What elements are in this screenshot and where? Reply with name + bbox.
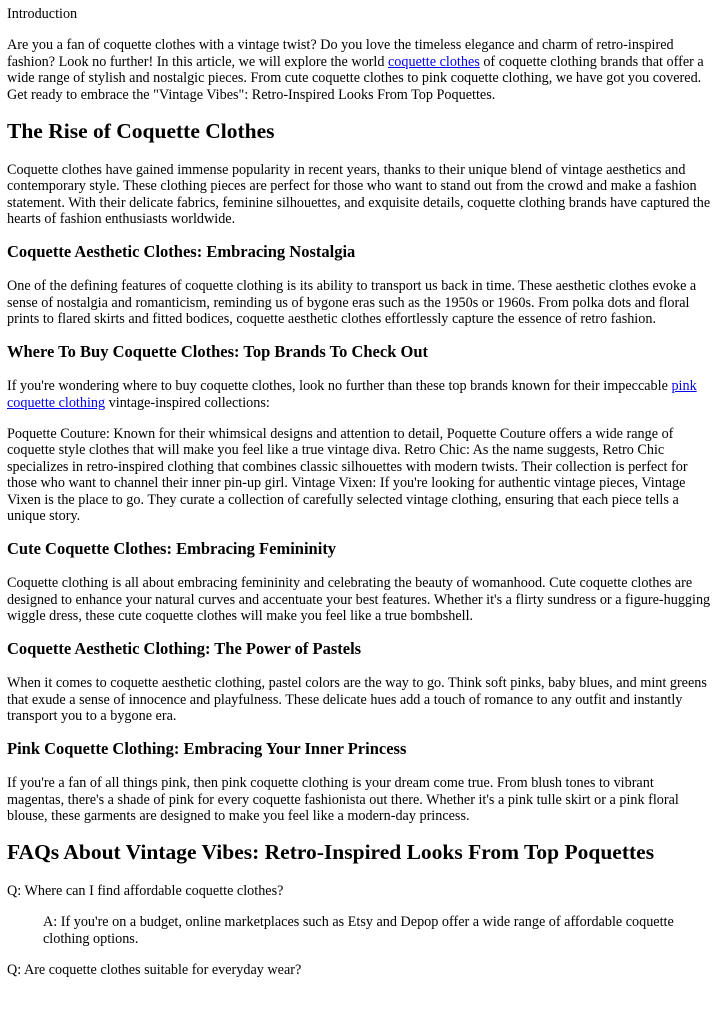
coquette-clothes-link[interactable]: coquette clothes xyxy=(387,53,480,70)
intro-paragraph xyxy=(7,37,713,103)
intro-text-before: Are you a fan of coquette clothes with a vintage twist? Do you love the timeless elegance and charm of retro-inspired fashion? Look no further! In this article, we will explore the world xyxy=(7,37,674,70)
pastels-paragraph: When it comes to coquette aesthetic clothing, pastel colors are the way to go. Think soft pinks, baby blues, and mint greens that exude a sense of innocence and playfulness. These delicate hues add a touch of romance to any outfit and instantly transport you to a bygone era. xyxy=(7,675,707,724)
where-text-before: If you're wondering where to buy coquette clothes, look no further than these top brands known for their impeccable xyxy=(7,378,672,394)
where-heading: Where To Buy Coquette Clothes: Top Brands To Check Out xyxy=(7,342,428,361)
faq-question-1: Q: Where can I find affordable coquette clothes? xyxy=(7,883,284,899)
rise-paragraph: Coquette clothes have gained immense popularity in recent years, thanks to their unique blend of vintage aesthetics and contemporary style. These clothing pieces are perfect for those who want to stand out from the crowd and make a fashion statement. With their delicate fabrics, feminine silhouettes, and exquisite details, coquette clothing brands have captured the hearts of fashion enthusiasts worldwide. xyxy=(7,161,711,227)
where-paragraph xyxy=(7,378,713,411)
rise-heading: The Rise of Coquette Clothes xyxy=(7,118,275,143)
pastels-heading: Coquette Aesthetic Clothing: The Power of Pastels xyxy=(7,639,362,658)
intro-text-after: of coquette clothing brands that offer a wide range of stylish and nostalgic pieces. From cute coquette clothes to pink coquette clothing, we have got you covered. Get ready to embrace the "Vintage Vibes": Retro-Inspired Looks From Top Poquettes. xyxy=(7,53,704,103)
pink-coquette-clothing-link[interactable]: pink coquette clothing xyxy=(7,378,697,411)
where-text-after: vintage-inspired collections: xyxy=(105,394,270,411)
pink-heading: Pink Coquette Clothing: Embracing Your Inner Princess xyxy=(7,739,407,758)
intro-label: Introduction xyxy=(7,6,78,22)
article xyxy=(0,6,720,978)
cute-heading: Cute Coquette Clothes: Embracing Femininity xyxy=(7,539,337,558)
faq-answer-1: A: If you're on a budget, online marketplaces such as Etsy and Depop offer a wide range of affordable coquette clothing options. xyxy=(43,914,674,947)
cute-paragraph: Coquette clothing is all about embracing femininity and celebrating the beauty of womanhood. Cute coquette clothes are designed to enhance your natural curves and accentuate your best features. Whether it's a flirty sundress or a figure-hugging wiggle dress, these cute coquette clothes will make you feel like a true bombshell. xyxy=(7,575,711,624)
faq-question-2: Q: Are coquette clothes suitable for everyday wear? xyxy=(7,961,302,978)
faq-heading: FAQs About Vintage Vibes: Retro-Inspired Looks From Top Poquettes xyxy=(7,840,655,864)
aesthetic-paragraph: One of the defining features of coquette clothing is its ability to transport us back in time. These aesthetic clothes evoke a sense of nostalgia and romanticism, reminding us of bygone eras such as the 1950s or 1960s. From polka dots and floral prints to flared skirts and fitted bodices, coquette aesthetic clothes effortlessly capture the essence of retro fashion. xyxy=(7,278,697,327)
brands-paragraph: Poquette Couture: Known for their whimsical designs and attention to detail, Poquette Couture offers a wide range of coquette style clothes that will make you feel like a true vintage diva. Retro Chic: As the name suggests, Retro Chic specializes in retro-inspired clothing that combines classic silhouettes with modern twists. Their collection is perfect for those who want to channel their inner pin-up girl. Vintage Vixen: If you're looking for authentic vintage pieces, Vintage Vixen is the place to go. They curate a collection of carefully selected vintage clothing, ensuring that each piece tells a unique story. xyxy=(7,425,688,524)
aesthetic-heading: Coquette Aesthetic Clothes: Embracing Nostalgia xyxy=(7,242,356,261)
pink-paragraph: If you're a fan of all things pink, then pink coquette clothing is your dream come true. From blush tones to vibrant magentas, there's a shade of pink for every coquette fashionista out there. Whether it's a pink tulle skirt or a pink floral blouse, these garments are designed to make you feel like a modern-day princess. xyxy=(7,775,679,824)
